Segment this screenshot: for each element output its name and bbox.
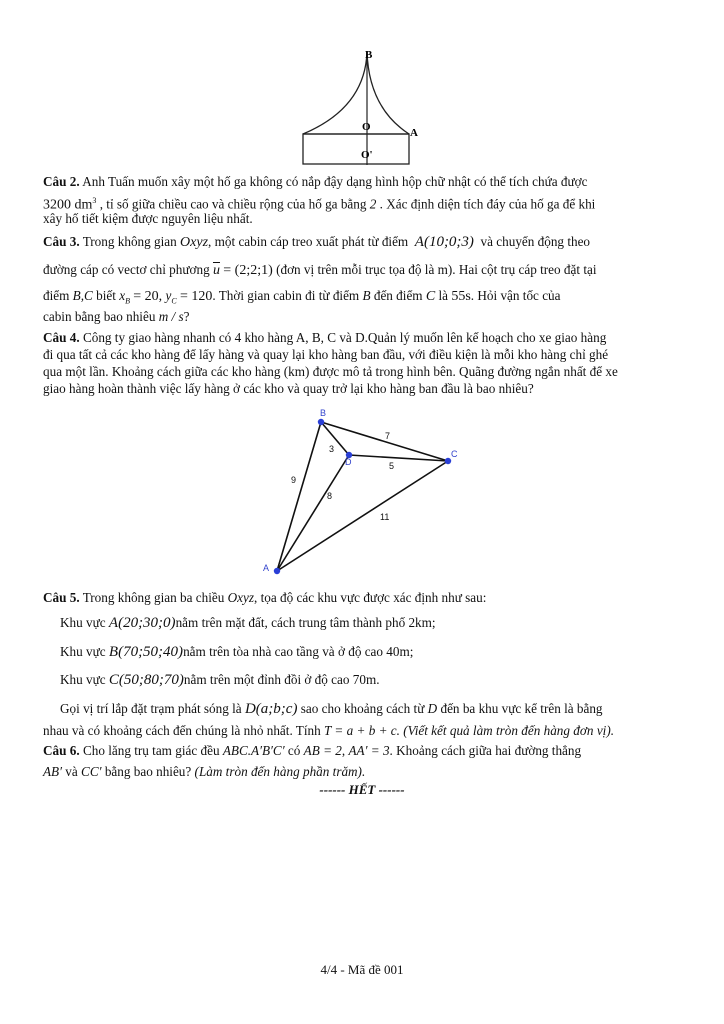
q5-r3b: nằm trên một đỉnh đồi ở độ cao 70m. xyxy=(183,672,380,687)
label-O: O xyxy=(362,121,371,133)
q3-oxyz: Oxyz xyxy=(180,235,209,250)
edge-label-ab: 9 xyxy=(291,475,297,485)
q5-formula: T = a + b + c xyxy=(324,723,397,738)
q2-text1: Anh Tuấn muốn xây một hố ga không có nắp đậy dạng hình hộp chữ nhật có thể tích chứa được xyxy=(82,174,588,189)
q4-text4: giao hàng hoàn thành việc lấy hàng ở các kho và quay trở lại kho hàng ban đầu là bao nhiêu? xyxy=(43,381,534,396)
q2-text4: xây hố tiết kiệm được nguyên liệu nhất. xyxy=(43,211,253,226)
q2-volume: 3200 dm xyxy=(43,197,93,213)
figure-manhole-diagram xyxy=(295,40,435,170)
q3-xb: x xyxy=(119,288,126,303)
q4-text2: đi qua tất cả các kho hàng để lấy hàng và quay lại kho hàng ban đầu, với điều kiện là mỗi kho hàng chỉ ghé xyxy=(43,347,609,362)
q6-line-cc: CC′ xyxy=(81,764,102,779)
q3-yc: y xyxy=(165,288,172,303)
q5-text2: , tọa độ các khu vực được xác định như sau: xyxy=(254,590,487,605)
edge-label-dc: 5 xyxy=(389,461,395,471)
q5-g1: Gọi vị trí lắp đặt trạm phát sóng là xyxy=(60,701,242,716)
q5-point-c: C(50;80;70) xyxy=(108,672,184,688)
q5-point-d: D(a;b;c) xyxy=(244,701,298,717)
edge-label-ad: 8 xyxy=(327,491,333,501)
q6-line-ab: AB′ xyxy=(43,764,62,779)
q3-text13: ? xyxy=(183,309,190,324)
q5-r2b: nằm trên tòa nhà cao tầng và ở độ cao 40m; xyxy=(183,644,414,659)
edge-label-ac: 11 xyxy=(380,512,390,522)
question-5-line6 xyxy=(43,722,685,740)
question-5-region-c xyxy=(60,671,685,689)
edge-label-bd: 3 xyxy=(329,444,335,454)
q3-point-a: A(10;0;3) xyxy=(414,234,474,250)
edge-label-bc: 7 xyxy=(385,431,391,441)
q6-text4: và xyxy=(65,764,78,779)
q3-time: 55s xyxy=(451,289,471,304)
edge-ad xyxy=(277,455,349,571)
node-b xyxy=(318,419,324,425)
q3-text7: biết xyxy=(96,288,116,303)
question-2-line3 xyxy=(43,210,685,228)
page-footer: 4/4 - Mã đề 001 xyxy=(320,962,404,977)
question-5-line5 xyxy=(60,700,685,718)
question-5-line1 xyxy=(43,589,685,607)
question-4-line1 xyxy=(43,329,685,347)
q3-unit: m / s xyxy=(158,309,184,324)
question-3-line2 xyxy=(43,261,685,280)
q2-text2: , tỉ số giữa chiều cao và chiều rộng của hố ga bằng xyxy=(99,196,367,212)
q5-d: D xyxy=(427,701,438,716)
q3-text10: là xyxy=(438,288,449,303)
node-a xyxy=(274,568,280,574)
q3-text1: Trong không gian xyxy=(82,234,177,249)
q3-xb-sub: B xyxy=(125,296,130,306)
node-label-c: C xyxy=(451,449,458,459)
q5-g3: đến ba khu vực kể trên là bằng xyxy=(440,701,603,716)
q5-r3a: Khu vực xyxy=(60,672,106,687)
q2-label: Câu 2. xyxy=(43,174,80,189)
q3-vector-value: = (2;2;1) xyxy=(223,263,273,278)
q4-text3: qua một lần. Khoảng cách giữa các kho hàng (km) được mô tả trong hình bên. Quãng đường ngắn nhất để xe xyxy=(43,364,618,379)
q5-label: Câu 5. xyxy=(43,590,80,605)
q3-yc-value: = 120 xyxy=(179,289,213,304)
question-3-line4 xyxy=(43,308,685,326)
q3-text12: cabin bằng bao nhiêu xyxy=(43,309,156,324)
q3-text8: . Thời gian cabin đi từ điểm xyxy=(212,288,360,303)
q6-comma: , xyxy=(341,743,346,758)
q6-text6: (Làm tròn đến hàng phần trăm). xyxy=(194,764,366,779)
question-3-line1 xyxy=(43,233,685,252)
q5-point-a: A(20;30;0) xyxy=(108,615,176,631)
q6-ab: AB = 2 xyxy=(303,743,342,758)
q3-label: Câu 3. xyxy=(43,234,80,249)
q3-text6: điểm xyxy=(43,288,70,303)
q3-text11: . Hỏi vận tốc của xyxy=(470,288,561,303)
end-marker: ------ HẾT ------ xyxy=(319,782,405,797)
label-B: B xyxy=(365,49,373,61)
q6-text3: . Khoảng cách giữa hai đường thẳng xyxy=(389,743,582,758)
q4-text1: Công ty giao hàng nhanh có 4 kho hàng A, B, C và D.Quản lý muốn lên kế hoạch cho xe giao hàng xyxy=(82,330,607,345)
q3-text3: và chuyển động theo xyxy=(480,234,591,249)
edge-ab xyxy=(277,422,321,571)
q5-oxyz: Oxyz xyxy=(227,590,255,605)
q5-g4: nhau và có khoảng cách đến chúng là nhỏ nhất. Tính xyxy=(43,723,321,738)
q5-r2a: Khu vực xyxy=(60,644,106,659)
q3-text2: , một cabin cáp treo xuất phát từ điểm xyxy=(208,234,409,249)
q2-ratio: 2 xyxy=(369,196,377,212)
q3-bc: B,C xyxy=(72,288,93,303)
question-2-line1 xyxy=(43,173,685,191)
question-5-region-b xyxy=(60,643,685,661)
question-4-line2 xyxy=(43,346,685,364)
label-O-prime: O' xyxy=(361,149,373,161)
q6-text2: có xyxy=(287,743,301,758)
label-A: A xyxy=(410,127,418,139)
node-label-b: B xyxy=(320,408,327,418)
q3-point-c: C xyxy=(425,289,436,304)
edge-ac xyxy=(277,461,448,571)
q5-r1b: nằm trên mặt đất, cách trung tâm thành phố 2km; xyxy=(175,615,436,630)
q6-prism: ABC.A′B′C′ xyxy=(222,743,285,758)
q3-yc-sub: C xyxy=(171,296,177,306)
q4-label: Câu 4. xyxy=(43,330,80,345)
figure-warehouse-graph xyxy=(255,405,470,580)
q5-g2: sao cho khoảng cách từ xyxy=(300,701,425,716)
q3-text4: đường cáp có vectơ chỉ phương xyxy=(43,262,210,277)
q3-xb-value: = 20, xyxy=(133,289,163,304)
edge-bc xyxy=(321,422,448,461)
question-5-region-a xyxy=(60,614,685,632)
q6-aa: AA′ = 3 xyxy=(348,743,390,758)
question-4-line3 xyxy=(43,363,685,381)
question-6-line2 xyxy=(43,763,685,781)
node-label-d: D xyxy=(345,457,352,467)
q3-point-b: B xyxy=(362,288,371,303)
q6-label: Câu 6. xyxy=(43,743,80,758)
q2-text3: . Xác định diện tích đáy của hố ga để khi xyxy=(379,196,596,212)
q6-text5: bằng bao nhiêu? xyxy=(104,764,192,779)
node-label-a: A xyxy=(263,563,270,573)
q5-r1a: Khu vực xyxy=(60,615,106,630)
q5-point-b: B(70;50;40) xyxy=(108,644,184,660)
q3-vector-u: $\overline{u}$ xyxy=(212,263,220,278)
question-6-line1 xyxy=(43,742,685,760)
q5-g5: . (Viết kết quả làm tròn đến hàng đơn vị). xyxy=(396,723,615,738)
q2-volume-exp: 3 xyxy=(92,196,97,205)
q3-text5: (đơn vị trên mỗi trục tọa độ là m). Hai cột trụ cáp treo đặt tại xyxy=(276,262,597,277)
question-4-line4 xyxy=(43,380,685,398)
q5-text1: Trong không gian ba chiều xyxy=(82,590,225,605)
q6-text1: Cho lăng trụ tam giác đều xyxy=(82,743,220,758)
q3-text9: đến điểm xyxy=(373,288,423,303)
